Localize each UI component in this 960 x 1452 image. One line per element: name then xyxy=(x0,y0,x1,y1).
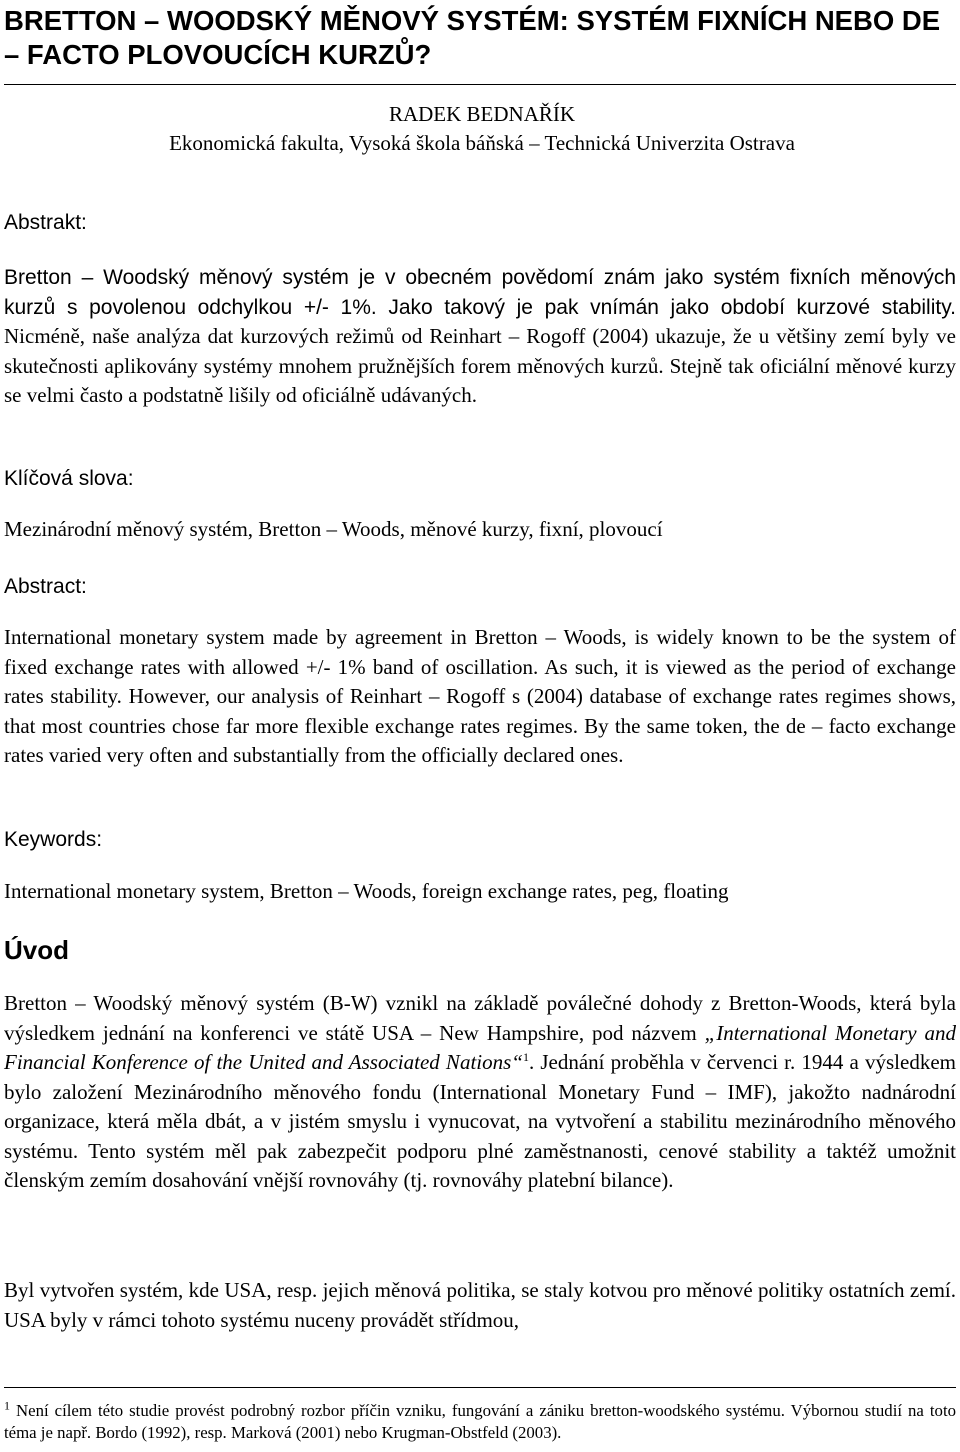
author-affiliation: Ekonomická fakulta, Vysoká škola báňská – Technická Univerzita Ostrava xyxy=(169,131,795,155)
author-name: RADEK BEDNAŘÍK xyxy=(388,102,576,126)
uvod-paragraph-2: Byl vytvořen systém, kde USA, resp. jejich měnová politika, se staly kotvou pro měnové politiky ostatních zemí. USA byly v rámci tohoto systému nuceny provádět střídmou, xyxy=(4,1278,956,1332)
uvod-p1-after: . Jednání proběhla v červenci r. 1944 a výsledkem bylo založení Mezinárodního měnového fondu (International Monetary Fund – IMF), jakožto nadnárodní organizace, která měla dbát, a v jistém smyslu i vynucovat, na vytvoření a stabilitu mezinárodního měnového systému. Tento systém měl pak zabezpečit podporu plné zaměstnanosti, cenové stability a taktéž umožnit členským zemím dosahování vnější rovnováhy (tj. rovnováhy platební bilance). xyxy=(4,1050,956,1192)
title-rule xyxy=(4,84,956,85)
paper-title: BRETTON – WOODSKÝ MĚNOVÝ SYSTÉM: SYSTÉM FIXNÍCH NEBO DE – FACTO PLOVOUCÍCH KURZŮ? xyxy=(4,5,941,70)
abstrakt-heading: Abstrakt: xyxy=(4,211,87,234)
abstrakt-text xyxy=(4,263,956,411)
uvod-heading: Úvod xyxy=(4,935,69,965)
keywords-text: International monetary system, Bretton – Woods, foreign exchange rates, peg, floating xyxy=(4,879,729,903)
abstrakt-text-part1: Bretton – Woodský měnový systém je v obecném povědomí znám jako systém fixních měnových kurzů s povolenou odchylkou +/- 1%. Jako takový je pak vnímán jako období kurzové stability. xyxy=(4,266,956,319)
uvod-p1-before: Bretton – Woodský měnový systém (B-W) vznikl na základě poválečné dohody z Bretton-Woods, která byla výsledkem jednání na konferenci ve státě USA – New Hampshire, pod názvem xyxy=(4,991,956,1045)
footnote-number: 1 xyxy=(4,1398,10,1413)
abstract-heading: Abstract: xyxy=(4,575,87,598)
conference-name: „International Monetary and Financial Konference of the United and Associated Nations“ xyxy=(4,1020,956,1074)
footnote-rule xyxy=(4,1387,956,1388)
abstrakt-text-part2: Nicméně, naše analýza dat kurzových režimů od Reinhart – Rogoff (2004) ukazuje, že u většiny zemí byly ve skutečnosti aplikovány systémy mnohem pružnějších forem měnových kurzů. Stejně tak oficiální měnové kurzy se velmi často a podstatně lišily od oficiálně udávaných. xyxy=(4,324,956,407)
klicova-slova-text: Mezinárodní měnový systém, Bretton – Woods, měnové kurzy, fixní, plovoucí xyxy=(4,517,663,541)
keywords-heading: Keywords: xyxy=(4,828,103,851)
klicova-slova-heading: Klíčová slova: xyxy=(4,467,134,490)
footnote xyxy=(4,1400,956,1444)
abstract-text: International monetary system made by agreement in Bretton – Woods, is widely known to be the system of fixed exchange rates with allowed +/- 1% band of oscillation. As such, it is viewed as the period of exchange rates stability. However, our analysis of Reinhart – Rogoff s (2004) database of exchange rates regimes shows, that most countries chose far more flexible exchange rates regimes. By the same token, the de – facto exchange rates varied very often and substantially from the officially declared ones. xyxy=(4,625,956,767)
footnote-text: Není cílem této studie provést podrobný rozbor příčin vzniku, fungování a zániku bretton-woodského systému. Výbornou studií na toto téma je např. Bordo (1992), resp. Marková (2001) nebo Krugman-Obstfeld (2003). xyxy=(4,1401,956,1442)
uvod-paragraph-1 xyxy=(4,989,956,1196)
footnote-ref[interactable]: 1 xyxy=(522,1050,529,1064)
